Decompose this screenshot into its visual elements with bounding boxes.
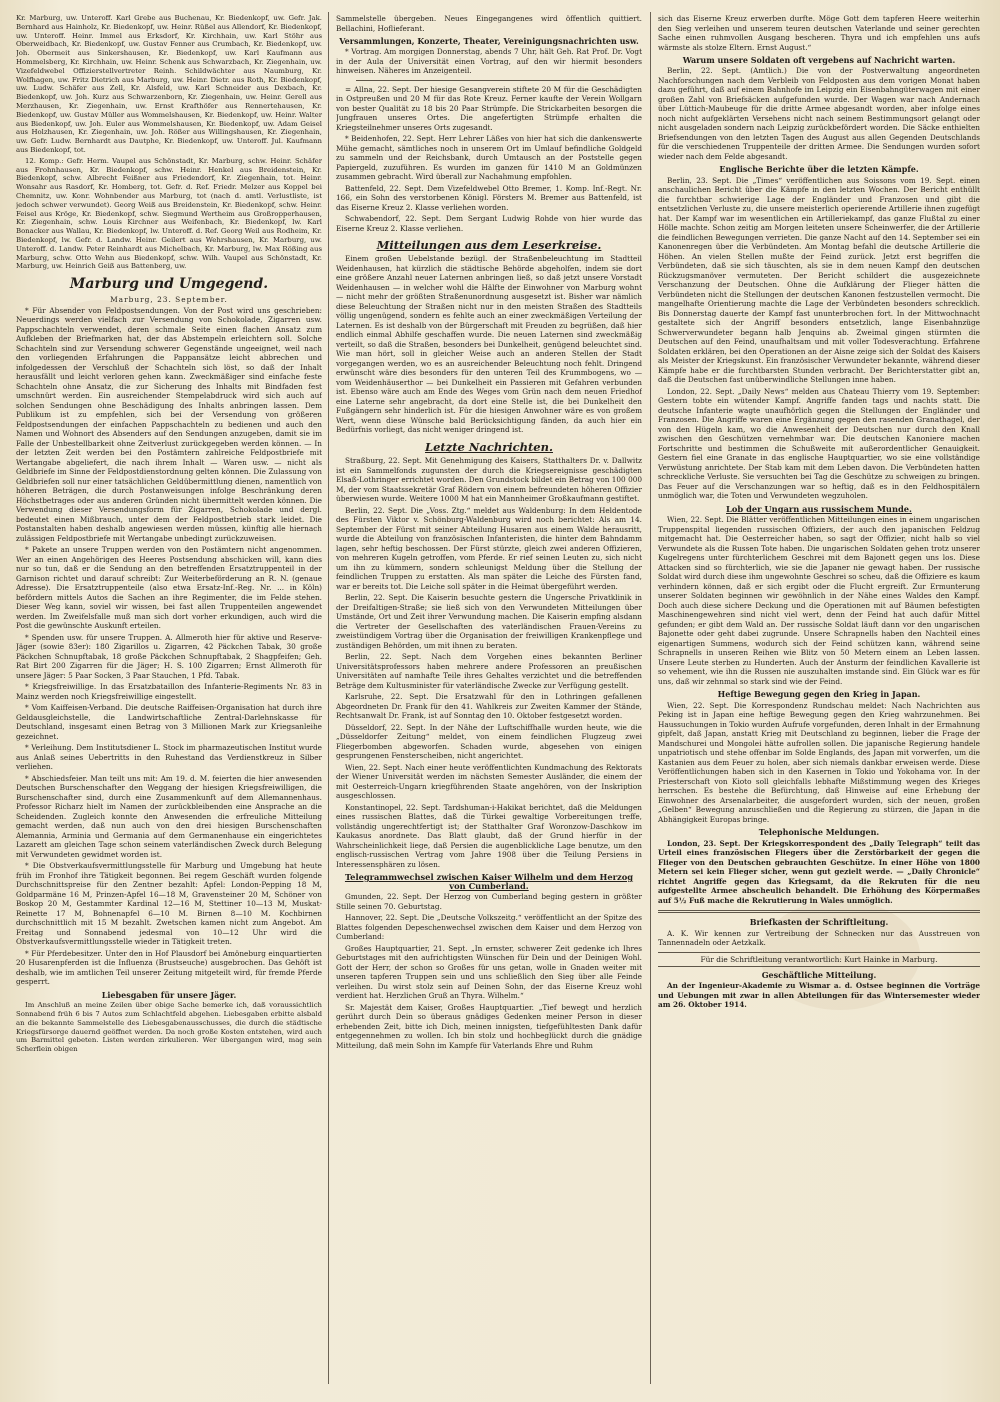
- article-strassburg: Straßburg, 22. Sept. Mit Genehmigung des Kaisers, Statthalters Dr. v. Dallwitz ist ein Sammelfonds zugunsten der durch die Kriegsereignisse geschädigten Elsaß-Lothringer errichtet worden. Den Grundstock bildet ein Betrag von 100 000 M, der vom Staatssekretär Graf Rödern von einem befreundeten höheren Offizier überwiesen wurde. Weitere 1000 M hat ein Mannheimer Großkaufmann gestiftet.: [336, 456, 642, 504]
- column-rule: [650, 12, 651, 1384]
- article-karlsruhe: Karlsruhe, 22. Sept. Die Ersatzwahl für den in Lothringen gefallenen Abgeordneten Dr. Frank für den 41. Wahlkreis zur Zweiten Kammer der Stände, Rechtsanwalt Dr. Frank, ist auf Sonntag den 10. Oktober festgesetzt worden.: [336, 692, 642, 721]
- article-verleihung: * Verleihung. Dem Institutsdiener L. Stock im pharmazeutischen Institut wurde aus Anlaß seines Uebertritts in den Ruhestand das Verdienstkreuz in Silber verliehen.: [16, 743, 322, 772]
- article-wien-1: Wien, 22. Sept. Die Blätter veröffentlichen Mitteilungen eines in einem ungarischen Truppenspital liegenden russischen Offiziers, der auch den japanischen Feldzug mitgemacht hat. Die Oesterreicher haben, so sagt der Offizier, nicht halb so viel Verwundete als die Russen Tote haben. Die ungarischen Soldaten gehen trotz unserer Kugelregens unter fürchterlichem Geschrei mit dem Bajonett gegen uns los. Diese Attacken sind so fürchterlich, wie sie die Japaner nie gewagt haben. Der russische Soldat wird durch diese ihm ungewohnte Geschrei so scheu, daß die Offiziere es kaum verhindern können, daß er sich ergibt oder die Flucht ergreift. Zur Ermunterung unserer Soldaten beginnen wir gewöhnlich in der Nähe eines Waldes den Kampf. Doch auch diese sichere Deckung und die Operationen mit auf Bäumen befestigten Maschinengewehren sind nicht viel wert, denn der Feind hat auch dafür Mittel gefunden; er gibt dem Wald an. Der russische Soldat läuft dann vor den ungarischen Bajonette oder geht dabei zugrunde. Unsere Schrapnells haben den Nachteil eines eigenartigen Summens, wodurch sich der Feind schützen kann, während seine Schrapnells in unseren Reihen wie Blitz von 50 Metern einem an Leben lassen. Unsere Leute sterben zu Hunderten. Auch der Ansturm der feindlichen Kavallerie ist so vehement, wie ihn die Russen nie auszuhalten imstande sind. Ein Glück war es für uns, daß wir zehnmal so stark sind wie der Feind.: [658, 515, 980, 686]
- article-berlin-2: Berlin, 22. Sept. Die Kaiserin besuchte gestern die Ungersche Privatklinik in der Dreifaltigen-Straße; sie ließ sich von den Verwundeten Mitteilungen über Umstände, Ort und Zeit ihrer Verwundung machen. Die Kaiserin empfing alsdann die Vertreter der Gesellschaften des vaterländischen Frauen-Vereins zu zweistündigem Vortrag über die Organisation der freiwilligen Krankenpflege und zuständigen Behörden, um mit ihnen zu beraten.: [336, 593, 642, 650]
- divider: [356, 80, 622, 81]
- article-briefkasten: A. K. Wir kennen zur Vertreibung der Schnecken nur das Ausstreuen von Tannennadeln oder Aetzkalk.: [658, 928, 980, 948]
- heading-liebesgaben: Liebesgaben für unsere Jäger.: [101, 989, 237, 1000]
- article-wien: Wien, 22. Sept. Nach einer heute veröffentlichten Kundmachung des Rektorats der Wiener Universität werden im nächsten Semester Ausländer, die einem der mit Oesterreich-Ungarn kriegführenden Staate angehören, von der Inskription ausgeschlossen.: [336, 762, 642, 801]
- article-battenfeld: Battenfeld, 22. Sept. Dem Vizefeldwebel Otto Bremer, 1. Komp. Inf.-Regt. Nr. 166, ein Sohn des verstorbenen Königl. Försters M. Bremer aus Battenfeld, ist das Eiserne Kreuz 2. Klasse verliehen worden.: [336, 183, 642, 212]
- article-gmunden: Gmunden, 22. Sept. Der Herzog von Cumberland beging gestern in größter Stille seinen 70. Geburtstag.: [336, 892, 642, 911]
- column-3: [658, 14, 980, 1382]
- article-london-1: London, 22. Sept. „Daily News“ melden aus Chateau Thierry vom 19. September: Gestern tobte ein wütender Kampf. Angriffe fanden tags und nachts statt. Die deutsche Infanterie wagte unaufhörlich gegen die Stellungen der Engländer und Franzosen. Die Angriffe waren eine Ergänzung gegen den rasenden Granathagel, der von den Hügeln kam, wo die Anwesenheit der Deutschen nur durch den Knall zwischen den Geschützen vernehmbar war. Die deutschen Kanoniere machen Fortschritte und bestimmen die Schußweite mit außerordentlicher Genauigkeit. Gestern fiel eine Granate in das englische Hauptquartier, wo sie eine vollständige Verwüstung anrichtete. Der Stab kam mit dem Leben davon. Die Verbündeten hatten schreckliche Verluste. Sie versuchten bei Tag die Geschütze zu schweigen zu bringen. Das Feuer auf die Verschanzungen war so heftig, daß es in den Feldhospitälern unmöglich war, die Toten und Verwundeten wegzuholen.: [658, 386, 980, 501]
- article-obst: * Die Obstverkaufsvermittlungsstelle für Marburg und Umgebung hat heute früh im Fronhof ihre Tätigkeit begonnen. Bei regem Geschäft wurden folgende Durchschnittspreise für den Zentner bezahlt: Apfel: London-Pepping 18 M, Goldparmäne 16 M, Prinzen-Apfel 16—18 M, Gravensteiner 20 M, Schöner von Boskop 20 M, Gestammter Kardinal 12—16 M, Stettiner 10—13 M, Muskat-Reinette 17 M, Bohnenapfel 6—10 M. Birnen 8—10 M. Kochbirnen durchschnittlich mit 15 M bezahlt. Zwetschen kamen nicht zum Angebot. Am Freitag und Sonnabend jedesmal von 10—12 Uhr wird die Obstverkaufsvermittlungsstelle wieder in Tätigkeit treten.: [16, 861, 322, 947]
- section-heading-marburg: Marburg und Umgegend.: [69, 276, 269, 293]
- article-spenden: * Spenden usw. für unsere Truppen. A. Allmeroth hier für aktive und Reserve-Jäger (sowie 83er): 180 Zigarillos u. Zigarren, 42 Päckchen Tabak, 30 große Päckchen Schnupftabak, 18 große Päckchen Schnupftabak, 2 Shagpfeifen; Geh. Rat Birt 200 Zigarren für die Jäger; H. S. 100 Zigarren; Ernst Allmeroth für unsere Jäger: 5 Paar Socken, 3 Paar Stauchen, 1 Pfd. Tabak.: [16, 632, 322, 680]
- heading-englische-berichte: Englische Berichte über die letzten Kämpfe.: [719, 164, 919, 175]
- article-berlin-3: Berlin, 22. Sept. Nach dem Vorgehen eines bekannten Berliner Universitätsprofessors haben mehrere andere Professoren an preußischen Universitäten auf namhafte Teile ihres Gehaltes verzichtet und die betreffenden Beträge dem Kultusminister für vaterländische Zwecke zur Verfügung gestellt.: [336, 652, 642, 690]
- heading-versammlungen: Versammlungen, Konzerte, Theater, Vereinigungsnachrichten usw.: [339, 36, 639, 46]
- section-heading-leserkreise: Mitteilungen aus dem Leserkreise.: [376, 238, 602, 253]
- section-heading-letzte-nachrichten: Letzte Nachrichten.: [425, 439, 553, 454]
- article-berlin-amtlich: Berlin, 22. Sept. (Amtlich.) Die von der Postverwaltung angeordneten Nachforschungen nach dem Verbleib von Feldposten aus dem vorigen Monat haben dazu geführt, daß auf einem Bahnhofe im Leipzig ein Eisenbahngüterwagen mit einer großen Zahl von Briefsäcken aufgefunden wurde. Der Wagen war nach Andernach über Lüttich-Maubeuge für die dritte Armee abgesandt worden, aber infolge eines noch nicht aufgeklärten Versehens nicht nach seinem Bestimmungsort gelangt oder nicht ausgeladen sondern nach Leipzig zurückbefördert worden. Die Säcke enthielten Briefsendungen von den letzten Tagen des August aus allen Gegenden Deutschlands für die verschiedenen Truppenteile der dritten Armee. Die Sendungen wurden sofort wieder nach dem Felde abgesandt.: [658, 66, 980, 161]
- article-duesseldorf: Düsseldorf, 22. Sept. In der Nähe der Luftschiffhalle wurden heute, wie die „Düsseldorfer Zeitung“ meldet, von einem feindlichen Flugzeug zwei Fliegerbomben abgeworfen. Schaden wurde, abgesehen von einigen gesprungenen Fensterscheiben, nicht angerichtet.: [336, 722, 642, 761]
- article-antwort: Sr. Majestät dem Kaiser, Großes Hauptquartier. „Tief bewegt und herzlich gerührt durch Dein so überaus gnädiges Gedenken meiner Person in dieser erhebenden Zeit, bitte ich Dich, meinen innigsten, tiefgefühltesten Dank dafür entgegennehmen zu wollen. Ich bin stolz und hochbeglückt durch die gnädige Mitteilung, daß mein Sohn im Kampfe für Vaterlands Ehre und Ruhm: [336, 1002, 642, 1050]
- column-2: [336, 14, 642, 1382]
- heading-briefkasten: Briefkasten der Schriftleitung.: [749, 917, 889, 928]
- casualty-list: Kr. Marburg, uw. Unteroff. Karl Grebe aus Buchenau, Kr. Biedenkopf, uw. Gefr. Jak. Bernhard aus Hainholz, Kr. Biedenkopf, uw. Heinr. Rüßel aus Allendorf, Kr. Biedenkopf, uw. Unteroff. Heinr. Immel aus Erksdorf, Kr. Kirchhain, uw. Karl Stöhr aus Oberweidbach, Kr. Biedenkopf, uw. Gustav Fenner aus Crumbach, Kr. Biedenkopf, uw. Joh. Obermeit aus Sinkershausen, Kr. Biedenkopf, uw. Karl Kaufmann aus Hommelsberg, Kr. Kirchhain, uw. Heinr. Schenk aus Schwarzbach, Kr. Ziegenhain, uw. Vizefeldwebel Offizierstellvertreter Reinh. Schildwächter aus Naumburg, Kr. Wolfhagen, uw. Fritz Dietrich aus Marburg, uw. Heinr. Dietr. aus Roth, Kr. Biedenkopf, uw. Ludw. Schäfer aus Zell, Kr. Alsfeld, uw. Karl Schneider aus Dexbach, Kr. Biedenkopf, uw. Joh. Kurz aus Schwarzenborn, Kr. Ziegenhain, uw. Heinr. Gerell aus Merzhausen, Kr. Ziegenhain, uw. Ernst Krafthöfer aus Rennertehausen, Kr. Biedenkopf, uw. Gustav Müller aus Wommelshausen, Kr. Biedenkopf, uw. Heinr. Walter aus Biedenkopf, uw. Joh. Euler aus Wommelshausen, Kr. Biedenkopf, uw. Adam Geisel aus Holzhausen, Kr. Ziegenhain, uw. Joh. Rößer aus Willingshausen, Kr. Ziegenhain, uw. Gefr. Ludw. Bernhardt aus Dautphe, Kr. Biedenkopf, uw. Unteroff. Jul. Kaufmann aus Biedenkopf, tot.: [16, 14, 322, 154]
- article-london-2: London, 23. Sept. Der Kriegskorrespondent des „Daily Telegraph“ teilt das Urteil eines französischen Fliegers über die Zerstörbarkeit der gegen die Flieger von den Deutschen gebrauchten Geschütze. In einer Höhe von 1800 Metern sei kein Flieger sicher, wenn gut gezielt werde. — „Daily Chronicle“ richtet Angriffe gegen das Kriegsamt, da die Rekruten für die neu aufgestellte Armee abscheulich behandelt. Die Erhöhung des Körpermaßes auf 5½ Fuß mache die Rekrutierung in Wales unmöglich.: [658, 838, 980, 905]
- article-vortrag: * Vortrag. Am morgigen Donnerstag, abends 7 Uhr, hält Geh. Rat Prof. Dr. Vogt in der Aula der Universität einen Vortrag, auf den wir hiermit besonders hinweisen. Näheres im Anzeigenteil.: [336, 47, 642, 76]
- heading-japan: Heftige Bewegung gegen den Krieg in Japan.: [717, 689, 921, 700]
- article-abschiedsfeier: * Abschiedsfeier. Man teilt uns mit: Am 19. d. M. feierten die hier anwesenden Deutschen Burschenschafter den Weggang der hiesigen Kriegsfreiwilligen, die Burschenschafter sind, durch eine Zusammenkunft auf dem Allemannenhaus. Professor Richarz hielt im Namen der zurückbleibenden eine Ansprache an die Scheidenden. Zugleich konnte den Anwesenden die erfreuliche Mitteilung gemacht werden, daß nun auch von den drei hiesigen Burschenschaften Alemannia, Arminia und Germania auf dem Germanenhause ein eingerichtetes Lazarett am gleichen Tage schon seinem vaterländischen Zweck durch Belegung mit Verwundeten gewidmet worden ist.: [16, 773, 322, 859]
- casualty-list-12-company: 12. Komp.: Gefr. Herm. Vaupel aus Schönstadt, Kr. Marburg, schw. Heinr. Schäfer aus Frohnhausen, Kr. Biedenkopf, schw. Heinr. Henkel aus Breidenstein, Kr. Biedenkopf, schw. Albrecht Feißner aus Friedendorf, Kr. Ziegenhain, tot. Heinr. Wonsahr aus Rasdorf, Kr. Homberg, tot. Gefr. d. Ref. Friedr. Melzer aus Koppel bei Chemnitz, uw. Konr. Wohnbender aus Marburg, tot (nach d. amtl. Verlustliste, ist jedoch schwer verwundet). Georg Weiß aus Breidenstein, Kr. Biedenkopf, schw. Heinr. Feisel aus Kröge, Kr. Biedenkopf, schw. Siegmund Wertheim aus Großropperhausen, Kr. Ziegenhain, schw. Louis Kirchner aus Weifenbach, Kr. Biedenkopf, lw. Karl Bonacker aus Wallau, Kr. Biedenkopf, lw. Unteroff. d. Ref. Georg Weil aus Rodheim, Kr. Biedenkopf, lw. Gefr. d. Landw. Heinr. Geilert aus Wehrshausen, Kr. Marburg, uw. Unteroff. d. Landw. Peter Reinhardt aus Michelbach, Kr. Marburg, lw. Max Rößing aus Marburg, schw. Otto Wehn aus Biedenkopf, schw. Wilh. Vaupel aus Schönstadt, Kr. Marburg, uw. Heinrich Geiß aus Battenberg, uw.: [16, 156, 322, 271]
- heading-warum: Warum unsere Soldaten oft vergebens auf Nachricht warten.: [682, 55, 956, 65]
- article-feldpost: * Für Absender von Feldpostsendungen. Von der Post wird uns geschrieben: Neuerdings werden vielfach zur Versendung von Schokolade, Zigarren usw. Pappschachteln verwendet, deren schmale Seite einen flachen Ansatz zum Aufkleben der Briefmarken hat, der das Abstempeln erleichtern soll. Solche Schachteln sind zur Versendung schwerer Gegenstände ungeeignet, weil nach den vorliegenden Erfahrungen die Pappansätze leicht abbrechen und infolgedessen der Verschluß der Schachteln sich löst, so daß der Inhalt herausfällt und leicht verloren gehen kann. Zweckmäßiger sind einfache feste Schachteln ohne Ansatz, die zur Sicherung des Inhalts mit Bindfaden fest umschnürt werden. Ein ausreichender Stempelabdruck wird sich auch auf solchen Sendungen ohne Beschädigung des Inhalts anbringen lassen. Dem Publikum ist zu empfehlen, sich bei der Versendung von größeren Feldpostsendungen der einfachen Pappschachteln zu bedienen und auch den Namen und Wohnort des Absenders auf den Sendungen anzugeben, damit sie im Falle der Unbestellbarkeit ohne Zeitverlust zurückgegeben werden können. — In der letzten Zeit werden bei den Postämtern zahlreiche Feldpostbriefe mit Wertangabe abgeliefert, die nach ihrem Inhalt — Waren usw. — nicht als Geldbriefe im Sinne der Feldpostdienstordnung gelten können. Die Zulassung von Geldbriefen soll nur einer tatsächlichen Geldübermittlung dienen, namentlich von höheren Beträgen, die durch Postanweisungen infolge Beschränkung deren Höchstbetrages oder aus anderen Gründen nicht übermittelt werden können. Die Verwendung dieser Versendungsform für Zigarren, Schokolade und dergl. bedeutet einen Mißbrauch, unter dem der Feldpostbetrieb stark leidet. Die Postanstalten haben deshalb angewiesen werden müssen, künftig alle hiernach zulässigen Feldpostbriefe mit Wertangabe unbedingt zurückzuweisen.: [16, 305, 322, 543]
- article-berlin-1: Berlin, 22. Sept. Die „Voss. Ztg.“ meldet aus Waldenburg: In dem Heldentode des Fürsten Viktor v. Schönburg-Waldenburg wird noch berichtet: Als am 14. September der Fürst mit seiner Abteilung Husaren aus einem Walde herausritt, wurde die Abteilung von französischen Infanteristen, die hinter dem Bahndamm lagen, sehr heftig beschossen. Der Fürst stürzte, gleich zwei anderen Offizieren, von mehreren Kugeln getroffen, vom Pferde. Er rief seinen Leuten zu, sich nicht um ihn zu kümmern, sondern schleunigst Meldung über die Stellung der feindlichen Truppen zu erstatten. Als man später die Leiche des Fürsten fand, war er bereits tot. Die Leiche soll später in die Heimat übergeführt werden.: [336, 505, 642, 591]
- article-hannover: Hannover, 22. Sept. Die „Deutsche Volkszeitg.“ veröffentlicht an der Spitze des Blattes folgenden Depeschenwechsel zwischen dem Kaiser und dem Herzog von Cumberland:: [336, 913, 642, 942]
- editor-responsible: Für die Schriftleitung verantwortlich: Kurt Hainke in Marburg.: [658, 952, 980, 967]
- heading-lob-der-ungarn: Lob der Ungarn aus russischem Munde.: [726, 503, 912, 514]
- article-konstantinopel: Konstantinopel, 22. Sept. Tardshuman-i-Hakikat berichtet, daß die Meldungen eines russischen Blattes, daß die Türkei gewaltige Vorbereitungen treffe, vollständig ungerechtfertigt ist; der Statthalter Graf Woronzow-Daschkow im Kaukasus anordnete. Das Blatt glaubt, daß der Grund hierfür in der Wahrscheinlichkeit liege, daß Persien die augenblickliche Lage benutze, um den englisch-russischen Vertrag vom Jahre 1908 über die Teilung Persiens in Interessensphären zu lösen.: [336, 802, 642, 869]
- divider: [658, 910, 980, 913]
- dateline: Marburg, 23. September.: [110, 294, 228, 304]
- article-pferdebesitzer: * Für Pferdebesitzer. Unter den in Hof Plausdorf bei Amöneburg einquartierten 20 Husarenpferden ist die Influenza (Brustseuche) ausgebrochen. Das Gehöft ist deshalb, wie im amtlichen Teil unserer Zeitung mitgeteilt wird, für fremde Pferde gesperrt.: [16, 948, 322, 987]
- article-berlin-times: Berlin, 23. Sept. Die „Times“ veröffentlichen aus Soissons vom 19. Sept. einen anschaulichen Bericht über die Kämpfe in den letzten Wochen. Der Bericht enthüllt die furchtbar schwierige Lage der Engländer und Franzosen und gibt die entsetzlichen Verluste zu, die unsere meisterlich operierende Artillerie ihnen zugefügt hat. Der Kampf war im wesentlichen ein Artilleriekampf, das ganze Flußtal zu einer Hölle machte. Schon zeitig am Morgen leiteten unsere Scheinwerfer, die der Artillerie die feindlichen Bewegungen verrieten. Die ganze Nacht auf den 14. September sei ein Kanonenregen über die Verbündeten. Am Montag befahl die deutsche Artillerie die Höhen. An vielen Stellen mußte der Feind zurück. Jetzt erst begriffen die Verbündeten, daß sie sich täuschten, als sie in dem neuen Kampf den deutschen Rückzugsmanöver vermuteten. Der Bericht schildert die ausgezeichnete Verschanzung der Deutschen. Ohne die Aufklärung der Flieger hätten die Verbündeten nicht die Stellungen der deutschen Kanonen festzustellen vermocht. Die mangelhafte Orientierung machte die Lage der Verbündeten besonders schrecklich. Bis Donnerstag dauerte der Kampf fast ununterbrochen fort. In der Mittwochnacht gestaltete sich der Angriff besonders entsetzlich, lange Eisenbahnzüge Schwerverwundeter begann halb Jenquins ab. Zweimal gingen stürmten die Deutschen auf den Feind, unaufhaltsam und mit voller Todesverachtung. Erfahrene Soldaten erklären, bei den Operationen an der Aisne zeige sich der Soldat des Kaisers als Meister der Kriegskunst. Ein französischer Verwundeter bekannte, während dieser Kämpfe habe er die furchtbarsten Stunden verbracht. Der Berichterstatter gibt an, daß die Deutschen fast unüberwindliche Stellungen inne haben.: [658, 175, 980, 385]
- column-rule: [328, 12, 329, 1384]
- article-liebesgaben: Im Anschluß an meine Zeilen über obige Sache bemerke ich, daß voraussichtlich Sonnabend früh 6 bis 7 Autos zum Schlachtfeld abgehen. Liebesgaben erbitte alsbald an die bekannte Sammelstelle des Liebesgabenausschusses, die durch die städtische Kriegsfürsorge dauernd geöffnet werden. Da noch große Kosten entstehen, wird auch um Barmittel gebeten. Listen werden zirkulieren. Wer übergangen wird, mag sein Scherflein obigen: [16, 1001, 322, 1054]
- article-raiffeisen: * Vom Kaiffeisen-Verband. Die deutsche Raiffeisen-Organisation hat durch ihre Geldausgleichstelle, die Landwirtschaftliche Zentral-Darlehnskasse für Deutschland, insgesamt einen Betrag von 3 Millionen Mark zur Kriegsanleihe gezeichnet.: [16, 703, 322, 741]
- column-1: [16, 14, 322, 1382]
- article-hauptquartier: Großes Hauptquartier, 21. Sept. „In ernster, schwerer Zeit gedenke ich Ihres Geburtstages mit den aufrichtigsten Wünschen für Dein und der Deinigen Wohl. Gott der Herr, der schon so Großes für uns getan, wolle in Gnaden weiter mit unseren tapferen Truppen sein und uns schließlich den Sieg über alle Feinde verleihen. Du wirst stolz sein auf Deinen Sohn, der das Eiserne Kreuz wohl verdient hat. Herzlichen Gruß an Thyra. Wilhelm.“: [336, 943, 642, 1001]
- article-wien-2: Wien, 22. Sept. Die Korrespondenz Rundschau meldet: Nach Nachrichten aus Peking ist in Japan eine heftige Bewegung gegen den Krieg wahrzunehmen. Bei Haussuchungen in Tokio wurden Aufrufe vorgefunden, deren Inhalt in der Ermahnung gipfelt, daß Japan, anstatt Krieg mit Deutschland zu beginnen, lieber die Frage der Mandschurei und Mongolei hätte aufrollen sollen. Die japanische Regierung handele unpatriotisch und stehe offenbar im Solde Englands, des Japan mit vorwerfen, um die Kastanien aus dem Feuer zu holen, aber sich niemals dankbar erweisen werde. Diese Veröffentlichungen haben sich in den Kasernen in Tokio und Yokohama vor. In der Priesterschaft von Kioto soll gleichfalls lebhafte Mißstimmung wegen des Krieges herrschen. Es bestehe die Befürchtung, daß Hinweise auf eine Erhebung der Einwohner des Arsenalarbeiter, die ausgefordert wurden, sich der neuen, großen „Gelben“ Bewegung anzuschließen und die Regierung zu stürzen, die Japan in die Abhängigkeit Europas bringe.: [658, 700, 980, 824]
- heading-telegrammwechsel: Telegrammwechsel zwischen Kaiser Wilhelm und dem Herzog von Cumberland.: [344, 872, 634, 891]
- article-geschaeftliche: An der Ingenieur-Akademie zu Wismar a. d. Ostsee beginnen die Vorträge und Uebungen mit zwar in allen Abteilungen für das Wintersemester wieder am 26. Oktober 1914.: [658, 981, 980, 1010]
- article-leserkreise: Einem großen Uebelstande bezügl. der Straßenbeleuchtung im Stadtteil Weidenhausen, hat kürzlich die städtische Behörde abgeholfen, indem sie dort eine größere Anzahl neuer Laternen anbringen ließ, so daß jetzt unsere Vorstadt Weidenhausen — in welcher wohl die Hälfte der Einwohner von Marburg wohnt — nicht mehr der größten Straßenunordnung ausgesetzt ist. Bisher war nämlich diese Beleuchtung der Straßen nicht nur in den meisten Straßen des Stadtteils völlig ungenügend, sondern es fehlte auch an einer zweckmäßigen Verteilung der Laternen. Es ist deshalb von der Bürgerschaft mit Freuden zu begrüßen, daß hier endlich einmal Abhilfe geschaffen wurde. Die neuen Laternen sind zweckmäßig verteilt, so daß die Straßen, besonders bei Dunkelheit, genügend beleuchtet sind. Wie man hört, soll in gleicher Weise auch an anderen Stellen der Stadt vorgegangen werden, wo es an ausreichender Beleuchtung noch fehlt. Dringend erwünscht wäre dies besonders für den unteren Teil des Krummbogens, wo — vom Weidenhäuserthor — bei Dunkelheit ein Passieren mit Gefahren verbunden ist. Ebenso wäre auch am Ende des Weges vom Grün nach dem neuen Friedhof eine Laterne sehr angebracht, da dort eine Stelle ist, die bei Dunkelheit den Fußgängern sehr hinderlich ist. Für die hiesigen Anwohner wäre es von großem Wert, wenn diese Wünsche bald Berücksichtigung fänden, da auch hier ein Bedürfnis vorliegt, das nicht weniger dringend ist.: [336, 254, 642, 435]
- article-pakete: * Pakete an unsere Truppen werden von den Postämtern nicht angenommen. Wer an einen Angehörigen des Heeres Postsendung abschicken will, kann dies nur so tun, daß er die Sendung an den betreffenden Ersatztruppenteil in der Garnison richtet und darauf schreibt: Zur Weiterbeförderung an R. N. (genaue Adresse). Die Ersatztruppenteile (also etwa Ersatz-Inf.-Reg. Nr. ... in Köln) befördern mittels Autos die Sachen an ihre Regimenter, die im Felde stehen. Dieser Weg kann, soviel wir wissen, bei fast allen Truppenteilen angewendet werden. Im Zweifelsfalle muß man sich dort vorher erkundigen, auch wird die Post die gewünschte Auskunft erteilen.: [16, 545, 322, 631]
- article-beidenhofen: * Beidenhofen, 22. Sept. Herr Lehrer Läßes von hier hat sich die dankenswerte Mühe gemacht, sämtliches noch in unserem Ort im Umlauf befindliche Goldgeld zu sammeln und der Reichsbank, durch Umtausch an der Poststelle gegen Papiergeld, zuzuführen. Es wurden im ganzen für 1410 M an Goldmünzen zusammen gebracht. Wird überall zur Nachahmung empfohlen.: [336, 134, 642, 182]
- heading-telephonische: Telephonische Meldungen.: [758, 827, 880, 838]
- article-continuation: Sammelstelle übergeben. Neues Eingegangenes wird öffentlich quittiert. Bellachini, Hoflieferant.: [336, 14, 642, 33]
- heading-geschaeftliche: Geschäftliche Mitteilung.: [761, 969, 877, 980]
- article-continuation: sich das Eiserne Kreuz erwerben durfte. Möge Gott dem tapferen Heere weiterhin den Sieg verleihen und unserem teuren deutschen Vaterlande und seiner gerechten Sache einen ruhmvollen Ausgang bescheren. Thyra und ich empfehlen uns aufs wärmste als stolze Eltern. Ernst August.“: [658, 14, 980, 52]
- article-allna: = Allna, 22. Sept. Der hiesige Gesangverein stiftete 20 M für die Geschädigten in Ostpreußen und 20 M für das Rote Kreuz. Ferner kaufte der Verein Wollgarn von bester Qualität zu 18 bis 20 Paar Strümpfe. Die Strickarbeiten besorgen die Jungfrauen unseres Ortes. Die angefertigten Strümpfe erhalten die Kriegsteilnehmer unseres Orts zugesandt.: [336, 84, 642, 132]
- article-kriegsfreiwillige: * Kriegsfreiwillige. In das Ersatzbataillon des Infanterie-Regiments Nr. 83 in Mainz werden noch Kriegsfreiwillige eingestellt.: [16, 682, 322, 701]
- article-schwabendorf: Schwabendorf, 22. Sept. Dem Sergant Ludwig Rohde von hier wurde das Eiserne Kreuz 2. Klasse verliehen.: [336, 214, 642, 233]
